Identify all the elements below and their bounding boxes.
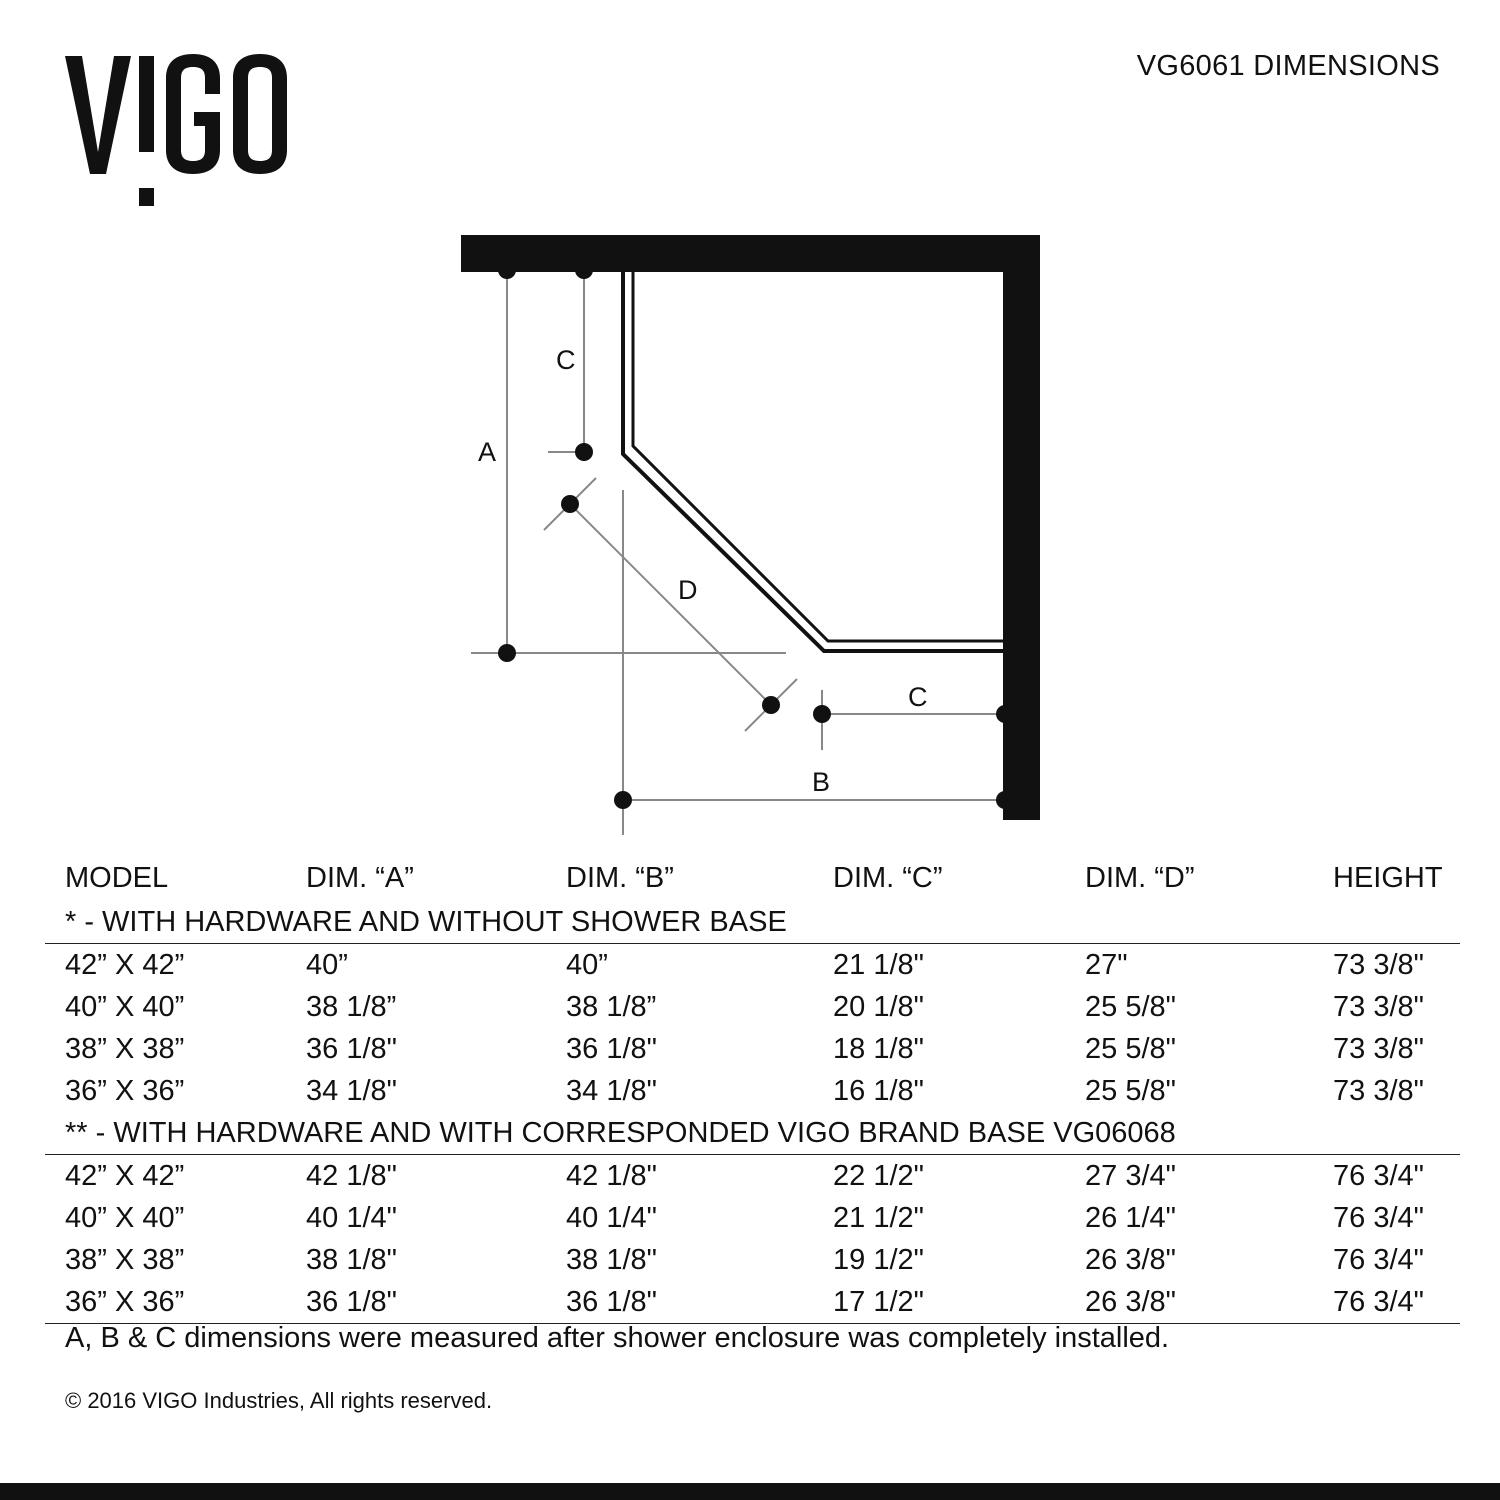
cell-dim-d: 25 5/8" <box>1085 1075 1176 1107</box>
cell-dim-d: 27" <box>1085 944 1333 987</box>
cell-model: 42” X 42” <box>45 944 306 987</box>
copyright-notice: © 2016 VIGO Industries, All rights reserved. <box>65 1388 493 1413</box>
cell-dim-a: 38 1/8” <box>306 991 397 1023</box>
cell-dim-b: 38 1/8” <box>566 991 657 1023</box>
cell-dim-c: 20 1/8" <box>833 991 924 1023</box>
label-a: A <box>478 437 497 467</box>
cell-dim-a: 40” <box>306 944 566 987</box>
cell-dim-a: 42 1/8" <box>306 1155 566 1198</box>
dimensions-table-container <box>45 855 1460 1324</box>
table-row <box>45 1028 1460 1070</box>
header-dim-c: DIM. “C” <box>833 862 943 894</box>
cell-model: 38” X 38” <box>65 1244 185 1276</box>
cell-dim-c: 18 1/8" <box>833 1033 924 1065</box>
cell-dim-a: 36 1/8" <box>306 1033 397 1065</box>
table-row <box>45 986 1460 1028</box>
cell-model: 40” X 40” <box>65 1202 185 1234</box>
cell-dim-c: 19 1/2" <box>833 1244 924 1276</box>
cell-dim-b: 40 1/4" <box>566 1202 657 1234</box>
header-model: MODEL <box>65 862 169 894</box>
cell-dim-b: 38 1/8" <box>566 1244 657 1276</box>
cell-dim-a: 38 1/8" <box>306 1244 397 1276</box>
header-dim-b: DIM. “B” <box>566 862 674 894</box>
header-dim-d: DIM. “D” <box>1085 862 1195 894</box>
label-c-bottom: C <box>908 682 928 712</box>
table-row <box>45 1197 1460 1239</box>
cell-height: 73 3/8" <box>1333 1075 1424 1107</box>
section-heading: ** - WITH HARDWARE AND WITH CORRESPONDED VIGO BRAND BASE VG06068 <box>65 1117 1176 1149</box>
side-wall <box>1003 235 1040 820</box>
cell-dim-c: 16 1/8" <box>833 1075 924 1107</box>
table-row <box>45 1281 1460 1324</box>
page-title: VG6061 DIMENSIONS <box>1136 50 1440 82</box>
section-heading: * - WITH HARDWARE AND WITHOUT SHOWER BASE <box>65 906 787 938</box>
bottom-bar <box>0 1483 1500 1500</box>
table-header-row <box>45 855 1460 901</box>
vigo-logo <box>60 50 310 210</box>
cell-dim-d: 25 5/8" <box>1085 991 1176 1023</box>
cell-height: 76 3/4" <box>1333 1155 1460 1198</box>
cell-dim-b: 40” <box>566 944 833 987</box>
cell-dim-b: 34 1/8" <box>566 1075 657 1107</box>
vigo-logo-mark <box>60 50 310 210</box>
label-c-top: C <box>556 345 576 375</box>
cell-height: 76 3/4" <box>1333 1244 1424 1276</box>
cell-dim-d: 27 3/4" <box>1085 1155 1333 1198</box>
table-row <box>45 1239 1460 1281</box>
cell-dim-c: 21 1/8" <box>833 944 1085 987</box>
cell-dim-a: 40 1/4" <box>306 1202 397 1234</box>
diagram-svg <box>440 225 1060 845</box>
cell-model: 42” X 42” <box>45 1155 306 1198</box>
cell-dim-b: 36 1/8" <box>566 1281 833 1324</box>
cell-dim-a: 34 1/8" <box>306 1075 397 1107</box>
cell-dim-d: 26 3/8" <box>1085 1244 1176 1276</box>
cell-dim-b: 36 1/8" <box>566 1033 657 1065</box>
cell-dim-d: 26 3/8" <box>1085 1281 1333 1324</box>
cell-model: 36” X 36” <box>45 1281 306 1324</box>
shower-dimension-diagram <box>440 225 1060 845</box>
cell-dim-c: 21 1/2" <box>833 1202 924 1234</box>
table-row <box>45 944 1460 987</box>
cell-dim-b: 42 1/8" <box>566 1155 833 1198</box>
cell-height: 76 3/4" <box>1333 1202 1424 1234</box>
cell-height: 73 3/8" <box>1333 991 1424 1023</box>
cell-height: 76 3/4" <box>1333 1281 1460 1324</box>
cell-height: 73 3/8" <box>1333 1033 1424 1065</box>
dimensions-table <box>45 855 1460 1324</box>
header-dim-a: DIM. “A” <box>306 862 414 894</box>
cell-dim-d: 26 1/4" <box>1085 1202 1176 1234</box>
cell-model: 38” X 38” <box>65 1033 185 1065</box>
cell-dim-a: 36 1/8" <box>306 1281 566 1324</box>
back-wall <box>461 235 1040 272</box>
table-row <box>45 1070 1460 1112</box>
header-height: HEIGHT <box>1333 862 1443 894</box>
section-heading-row <box>45 901 1460 944</box>
label-d: D <box>678 575 698 605</box>
label-b: B <box>812 767 831 797</box>
cell-dim-c: 17 1/2" <box>833 1281 1085 1324</box>
cell-dim-d: 25 5/8" <box>1085 1033 1176 1065</box>
measurement-note: A, B & C dimensions were measured after shower enclosure was completely installed. <box>65 1322 1170 1354</box>
table-row <box>45 1155 1460 1198</box>
cell-dim-c: 22 1/2" <box>833 1155 1085 1198</box>
cell-model: 36” X 36” <box>65 1075 185 1107</box>
cell-model: 40” X 40” <box>65 991 185 1023</box>
cell-height: 73 3/8" <box>1333 944 1460 987</box>
dimension-endpoints <box>498 261 1014 809</box>
section-heading-row <box>45 1112 1460 1155</box>
